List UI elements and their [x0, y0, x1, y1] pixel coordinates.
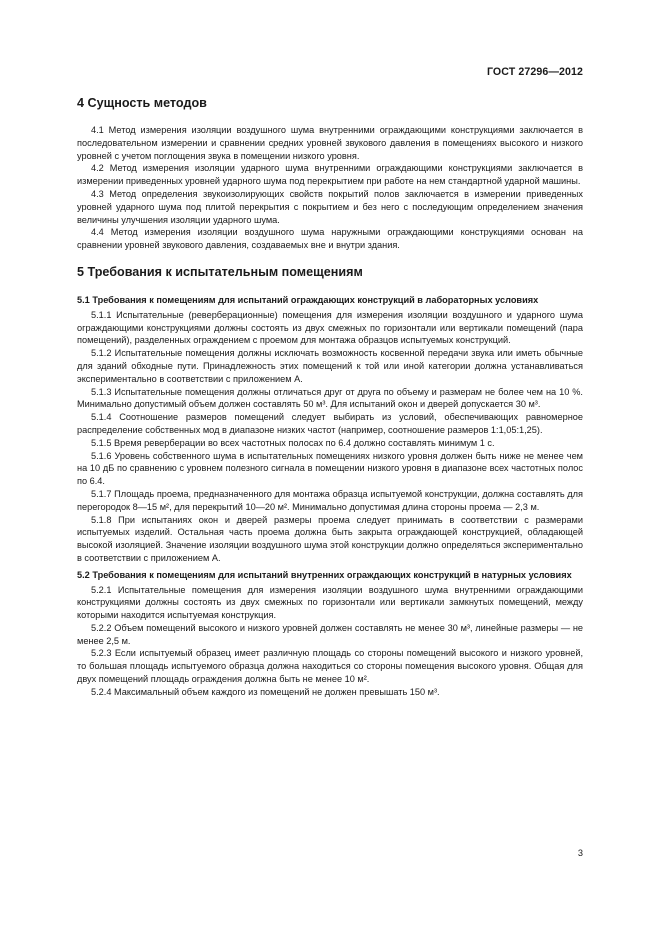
- paragraph-5-1-5: 5.1.5 Время реверберации во всех частотных полосах по 6.4 должно составлять минимум 1 с.: [91, 437, 495, 448]
- subsection-5-2-heading: 5.2 Требования к помещениям для испытаний внутренних ограждающих конструкций в натурных условиях: [77, 569, 572, 580]
- paragraph-4-2: 4.2 Метод измерения изоляции ударного шума внутренними ограждающими конструкциями заключается в измерении приведенных уровней ударного шума под перекрытием при работе на нем стандартной ударной машины.: [77, 163, 583, 187]
- paragraph-5-2-2: 5.2.2 Объем помещений высокого и низкого уровней должен составлять не менее 30 м³, линейные размеры — не менее 2,5 м.: [77, 622, 583, 646]
- section-4-heading: 4 Сущность методов: [77, 96, 207, 110]
- paragraph-5-1-4: 5.1.4 Соотношение размеров помещений следует выбирать из условий, обеспечивающих равномерное распределение собственных мод в диапазоне низких частот (например, соотношение размеров 1:1,05:1,25).: [77, 412, 583, 435]
- subsection-5-1-heading: 5.1 Требования к помещениям для испытаний ограждающих конструкций в лабораторных условиях: [77, 294, 539, 305]
- paragraph-5-2-3: 5.2.3 Если испытуемый образец имеет различную площадь со стороны помещений высокого и низкого уровней, то большая площадь испытуемого образца должна находиться со стороны помещения высокого уровня. Общая для двух помещений площадь ограждения должна быть не менее 10 м².: [77, 648, 583, 685]
- paragraph-4-4: 4.4 Метод измерения изоляции воздушного шума наружными ограждающими конструкциями основан на сравнении уровней звукового давления, создаваемых вне и внутри здания.: [77, 227, 583, 251]
- paragraph-5-2-4: 5.2.4 Максимальный объем каждого из помещений не должен превышать 150 м³.: [91, 686, 440, 697]
- paragraph-5-1-1: 5.1.1 Испытательные (реверберационные) помещения для измерения изоляции воздушного и ударного шума ограждающими конструкциями должны состоять из двух смежных по горизонтали или вертикали помещений (пара помещений), разделенных ограждением с проемом для монтажа образцов испытуемых конструкций.: [77, 309, 583, 346]
- paragraph-4-1: 4.1 Метод измерения изоляции воздушного шума внутренними ограждающими конструкциями заключается в последовательном измерении и сравнении средних уровней звукового давления в помещениях высокого и низкого уровней с учетом поглощения звука в помещении низкого уровня.: [77, 125, 583, 161]
- subsection-5-1-body: [77, 309, 583, 565]
- section-4-body: [77, 124, 583, 252]
- paragraph-4-3: 4.3 Метод определения звукоизолирующих свойств покрытий полов заключается в измерении приведенных уровней ударного шума под плитой перекрытия с покрытием и без него с последующим определением значения величины улучшения изоляции ударного шума.: [77, 188, 583, 225]
- document-id: ГОСТ 27296—2012: [486, 66, 583, 78]
- section-5-heading: 5 Требования к испытательным помещениям: [77, 264, 363, 279]
- paragraph-5-1-2: 5.1.2 Испытательные помещения должны исключать возможность косвенной передачи звука или иметь обычные для зданий обходные пути. Принадлежность этих помещений к той или иной категории должна устанавливаться экспериментально в соответствии с приложением А.: [77, 348, 583, 384]
- paragraph-5-1-6: 5.1.6 Уровень собственного шума в испытательных помещениях низкого уровня должен быть ниже не менее чем на 10 дБ по сравнению с уровнем полезного сигнала в помещении низкого уровня в диапазоне всех частотных полос по 6.4.: [77, 450, 583, 487]
- page-number: 3: [577, 848, 583, 858]
- subsection-5-2-body: [77, 584, 583, 699]
- page-content: [77, 95, 583, 699]
- paragraph-5-1-3: 5.1.3 Испытательные помещения должны отличаться друг от друга по объему и размерам не более чем на 10 %. Минимально допустимый объем должен составлять 50 м³. Для испытаний окон и дверей допускается 30 м³.: [77, 386, 583, 410]
- paragraph-5-1-8: 5.1.8 При испытаниях окон и дверей размеры проема следует принимать в соответствии с размерами испытуемых изделий. Остальная часть проема должна быть закрыта ограждающей конструкцией, обладающей высокой изоляцией. Значение изоляции воздушного шума этой конструкции должно определяться экспериментально в соответствии с приложением А.: [77, 514, 583, 563]
- paragraph-5-2-1: 5.2.1 Испытательные помещения для измерения изоляции воздушного шума внутренними ограждающими конструкциями должны состоять из двух смежных по горизонтали или вертикали замкнутых помещений, между которыми находится испытуемая конструкция.: [77, 584, 583, 621]
- paragraph-5-1-7: 5.1.7 Площадь проема, предназначенного для монтажа образца испытуемой конструкции, должна составлять для перегородок 8—15 м², для перекрытий 10—20 м². Минимально допустимая длина стороны проема — 2,3 м.: [77, 488, 583, 512]
